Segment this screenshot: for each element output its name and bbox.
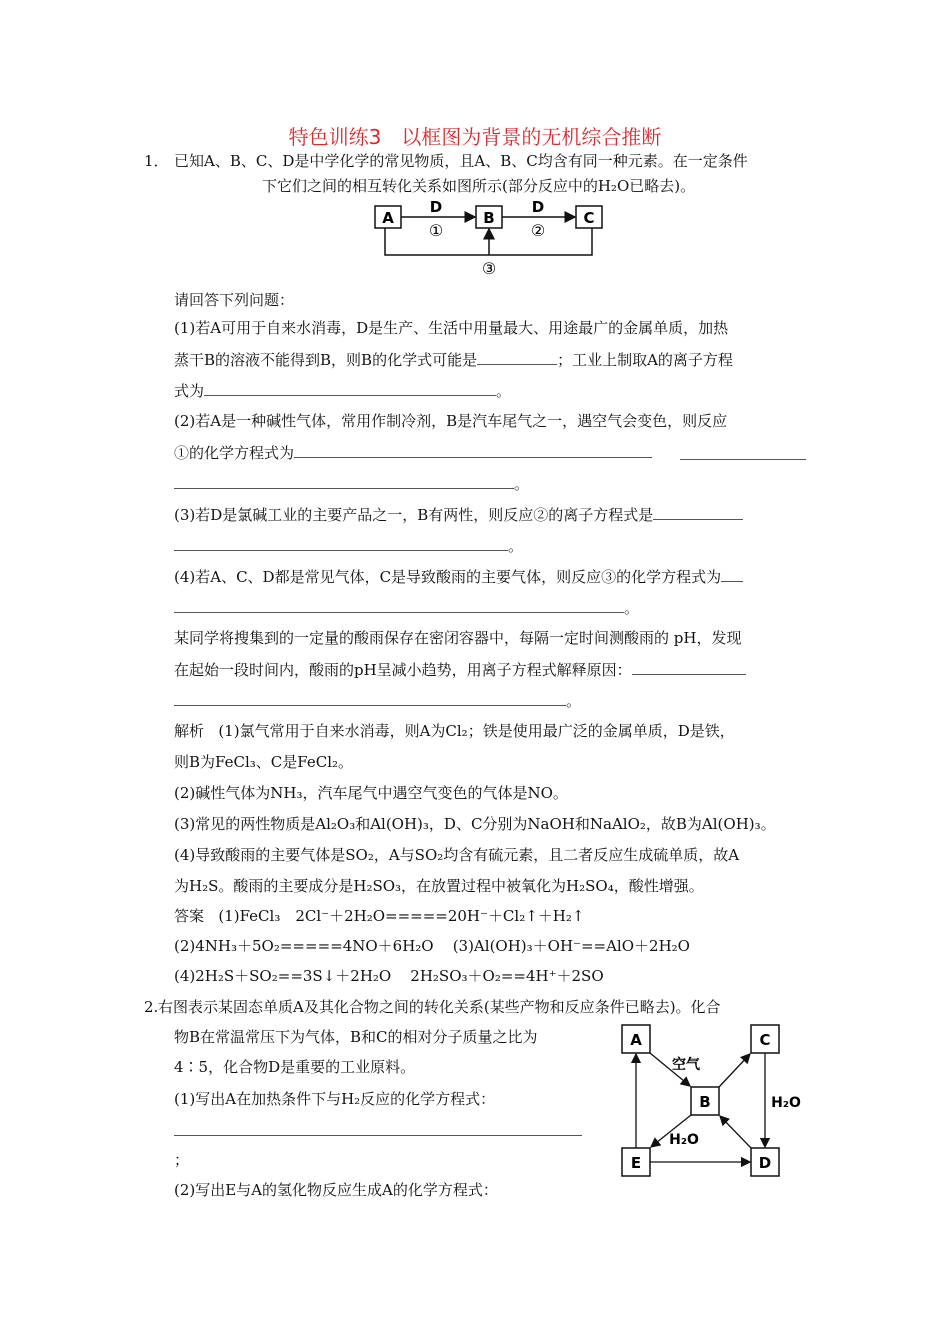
q1-part5-line1: 某同学将搜集到的一定量的酸雨保存在密闭容器中，每隔一定时间测酸雨的 pH，发现 [174, 629, 742, 647]
h2o-label-bottom: H₂O [669, 1132, 699, 1148]
q2-stem-line1: 右图表示某固态单质A及其化合物之间的转化关系(某些产物和反应条件已略去)。化合 [158, 998, 721, 1016]
label-e: E [630, 1154, 642, 1172]
label-c: C [759, 1031, 771, 1049]
page-title: 特色训练3 以框图为背景的无机综合推断 [288, 125, 662, 149]
edge1-reagent: D [429, 198, 443, 216]
label-a: A [382, 209, 394, 227]
arrow-b-c [719, 1054, 750, 1087]
answer-blank[interactable] [174, 597, 624, 613]
q2-part2: (2)写出E与A的氢化物反应生成A的化学方程式： [174, 1181, 498, 1199]
answer-blank[interactable] [653, 504, 743, 520]
q2-part1: (1)写出A在加热条件下与H₂反应的化学方程式： [174, 1090, 496, 1108]
q1-part4-line1: (4)若A、C、D都是常见气体，C是导致酸雨的主要气体，则反应③的化学方程式为 [174, 566, 743, 587]
q1-part3-line1: (3)若D是氯碱工业的主要产品之一，B有两性，则反应②的离子方程式是 [174, 504, 743, 525]
q1-part3-line2: 。 [174, 535, 523, 556]
answer-blank[interactable] [204, 380, 496, 396]
label-d: D [758, 1154, 772, 1172]
q1-part2-line2: ①的化学方程式为 [174, 442, 652, 463]
air-label: 空气 [672, 1057, 700, 1073]
answer-blank[interactable] [174, 690, 566, 706]
answer-blank[interactable] [680, 459, 806, 460]
analysis-line3: (2)碱性气体为NH₃，汽车尾气中遇空气变色的气体是NO。 [174, 784, 568, 802]
h2o-label-right: H₂O [771, 1095, 801, 1111]
analysis-line2: 则B为FeCl₃、C是FeCl₂。 [174, 753, 354, 771]
answer-blank[interactable] [174, 535, 508, 551]
q1-part1-line2: 蒸干B的溶液不能得到B，则B的化学式可能是 ；工业上制取A的离子方程 [174, 351, 733, 369]
q2-stem-line3: 4∶5，化合物D是重要的工业原料。 [174, 1058, 416, 1076]
q1-stem-line2: 下它们之间的相互转化关系如图所示(部分反应中的H₂O已略去)。 [262, 177, 696, 195]
q1-conversion-diagram [370, 198, 610, 278]
edge3-number: ③ [481, 259, 497, 278]
q1-part1-line3: 式为 。 [174, 382, 512, 400]
label-c: C [583, 209, 595, 227]
label-b: B [699, 1093, 711, 1111]
answer-line3: (4)2H₂S＋SO₂==3S↓＋2H₂O 2H₂SO₃＋O₂==4H⁺＋2SO [174, 967, 604, 985]
label-b: B [483, 209, 495, 227]
q1-part4-line2: 。 [174, 597, 639, 618]
analysis-line6: 为H₂S。酸雨的主要成分是H₂SO₃，在放置过程中被氧化为H₂SO₄，酸性增强。 [174, 877, 704, 895]
q1-prompt: 请回答下列问题： [174, 291, 295, 309]
q2-part1-end: ； [174, 1151, 190, 1169]
q1-number: 1． [144, 152, 169, 170]
answer-line1: 答案 (1)FeCl₃ 2Cl⁻＋2H₂O=====20H⁻＋Cl₂↑＋H₂↑ [174, 907, 585, 925]
q1-stem-line1: 已知A、B、C、D是中学化学的常见物质，且A、B、C均含有同一种元素。在一定条件 [174, 152, 748, 170]
edge2-number: ② [530, 221, 546, 240]
q1-part1-line1: (1)若A可用于自来水消毒，D是生产、生活中用量最大、用途最广的金属单质，加热 [174, 319, 729, 337]
q2-conversion-diagram [614, 1020, 814, 1180]
q1-part2-line3: 。 [174, 473, 529, 494]
label-a: A [630, 1031, 642, 1049]
edge2-reagent: D [531, 198, 545, 216]
answer-line2: (2)4NH₃＋5O₂=====4NO＋6H₂O (3)Al(OH)₃＋OH⁻==AlO＋2H₂O [174, 937, 690, 955]
answer-blank[interactable] [294, 442, 652, 458]
answer-blank[interactable] [477, 349, 557, 365]
answer-blank[interactable] [174, 473, 514, 489]
answer-blank[interactable] [632, 659, 746, 675]
q2-stem-line2: 物B在常温常压下为气体，B和C的相对分子质量之比为 [174, 1028, 538, 1046]
answer-blank[interactable] [721, 566, 743, 582]
edge1-number: ① [428, 221, 444, 240]
q1-part5-line3: 。 [174, 690, 581, 711]
analysis-line4: (3)常见的两性物质是Al₂O₃和Al(OH)₃，D、C分别为NaOH和NaAlO₂，故B为Al(OH)₃。 [174, 815, 776, 833]
arrow-d-b [720, 1116, 751, 1148]
q2-number: 2. [144, 998, 159, 1016]
analysis-line1: 解析 (1)氯气常用于自来水消毒，则A为Cl₂；铁是使用最广泛的金属单质，D是铁， [174, 722, 735, 740]
q1-part5-line2: 在起始一段时间内，酸雨的pH呈减小趋势，用离子方程式解释原因： [174, 659, 746, 680]
answer-blank[interactable] [174, 1135, 582, 1136]
analysis-line5: (4)导致酸雨的主要气体是SO₂，A与SO₂均含有硫元素，且二者反应生成硫单质，故A [174, 846, 740, 864]
q1-part2-line1: (2)若A是一种碱性气体，常用作制冷剂，B是汽车尾气之一，遇空气会变色，则反应 [174, 412, 728, 430]
